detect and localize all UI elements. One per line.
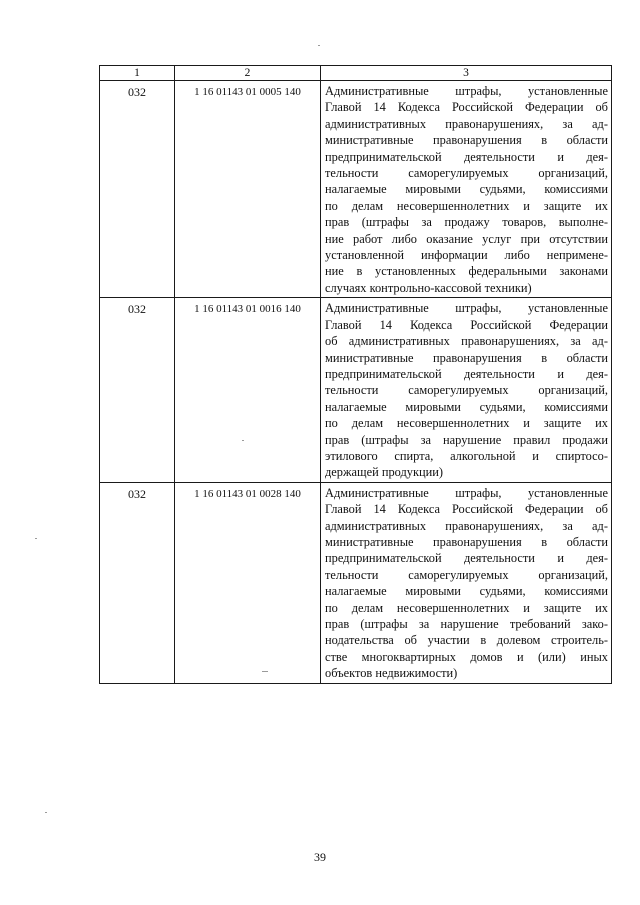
admin-code-cell: 032 <box>100 81 175 298</box>
scan-speck <box>242 440 244 441</box>
budget-classification-code-cell: 1 16 01143 01 0016 140 <box>175 298 321 482</box>
description-line: стве многоквартирных домов и (или) иных <box>325 649 608 664</box>
table-row <box>100 298 612 482</box>
description-line: министративные правонарушения в области <box>325 133 608 148</box>
page-number: 39 <box>314 850 326 864</box>
description-cell <box>321 482 612 683</box>
description-line: по делам несовершеннолетних и защите их <box>325 600 608 615</box>
description-cell <box>321 298 612 482</box>
description-line: установленной информации либо непримене- <box>325 248 608 263</box>
description-line: административных правонарушениях, за ад- <box>325 116 608 131</box>
description-line: ние работ либо оказание услуг при отсутствии <box>325 231 608 246</box>
description-line: этилового спирта, алкогольной и спиртосо- <box>325 448 608 463</box>
description-line: предпринимательской деятельности и дея- <box>325 366 608 381</box>
description-cell <box>321 81 612 298</box>
budget-codes-table <box>99 65 612 684</box>
table-body <box>100 81 612 684</box>
description-line: министративные правонарушения в области <box>325 534 608 549</box>
description-line: Главой 14 Кодекса Российской Федерации <box>325 317 608 332</box>
budget-classification-code-cell: 1 16 01143 01 0028 140 <box>175 482 321 683</box>
admin-code-cell: 032 <box>100 298 175 482</box>
description-line: случаях контрольно-кассовой техники) <box>325 280 532 295</box>
column-header-1: 1 <box>100 66 175 81</box>
description-line: налагаемые мировыми судьями, комиссиями <box>325 182 608 197</box>
description-line: держащей продукции) <box>325 465 444 480</box>
description-line: административных правонарушениях, за ад- <box>325 518 608 533</box>
table-row <box>100 81 612 298</box>
column-header-3: 3 <box>321 66 612 81</box>
description-line: налагаемые мировыми судьями, комиссиями <box>325 399 608 414</box>
admin-code-cell: 032 <box>100 482 175 683</box>
description-line: Главой 14 Кодекса Российской Федерации об <box>325 502 608 517</box>
description-line: тельности саморегулируемых организаций, <box>325 383 608 398</box>
description-line: ние в установленных федеральными законами <box>325 264 608 279</box>
description-line: по делам несовершеннолетних и защите их <box>325 198 608 213</box>
description-line: предпринимательской деятельности и дея- <box>325 551 608 566</box>
table-row <box>100 482 612 683</box>
budget-classification-code-cell: 1 16 01143 01 0005 140 <box>175 81 321 298</box>
description-line: тельности саморегулируемых организаций, <box>325 166 608 181</box>
scan-speck <box>35 538 37 539</box>
column-header-2: 2 <box>175 66 321 81</box>
scan-speck <box>262 671 268 672</box>
description-line: нодательства об участии в долевом строитель- <box>325 633 608 648</box>
description-line: Главой 14 Кодекса Российской Федерации об <box>325 100 608 115</box>
description-line: по делам несовершеннолетних и защите их <box>325 416 608 431</box>
description-line: Административные штрафы, установленные <box>325 485 608 500</box>
description-line: налагаемые мировыми судьями, комиссиями <box>325 584 608 599</box>
description-line: объектов недвижимости) <box>325 666 458 681</box>
description-line: прав (штрафы за нарушение требований зако- <box>325 617 608 631</box>
description-line: Административные штрафы, установленные <box>325 84 608 98</box>
scan-speck <box>45 812 47 813</box>
description-line: об административных правонарушениях, за ад- <box>325 334 608 349</box>
scan-speck <box>318 45 320 46</box>
description-line: Административные штрафы, установленные <box>325 301 608 316</box>
description-line: предпринимательской деятельности и дея- <box>325 149 608 164</box>
description-line: тельности саморегулируемых организаций, <box>325 567 608 582</box>
description-line: прав (штрафы за нарушение правил продажи <box>325 432 608 447</box>
description-line: прав (штрафы за продажу товаров, выполне- <box>325 215 608 230</box>
table-header-row <box>100 66 612 81</box>
description-line: министративные правонарушения в области <box>325 350 608 365</box>
